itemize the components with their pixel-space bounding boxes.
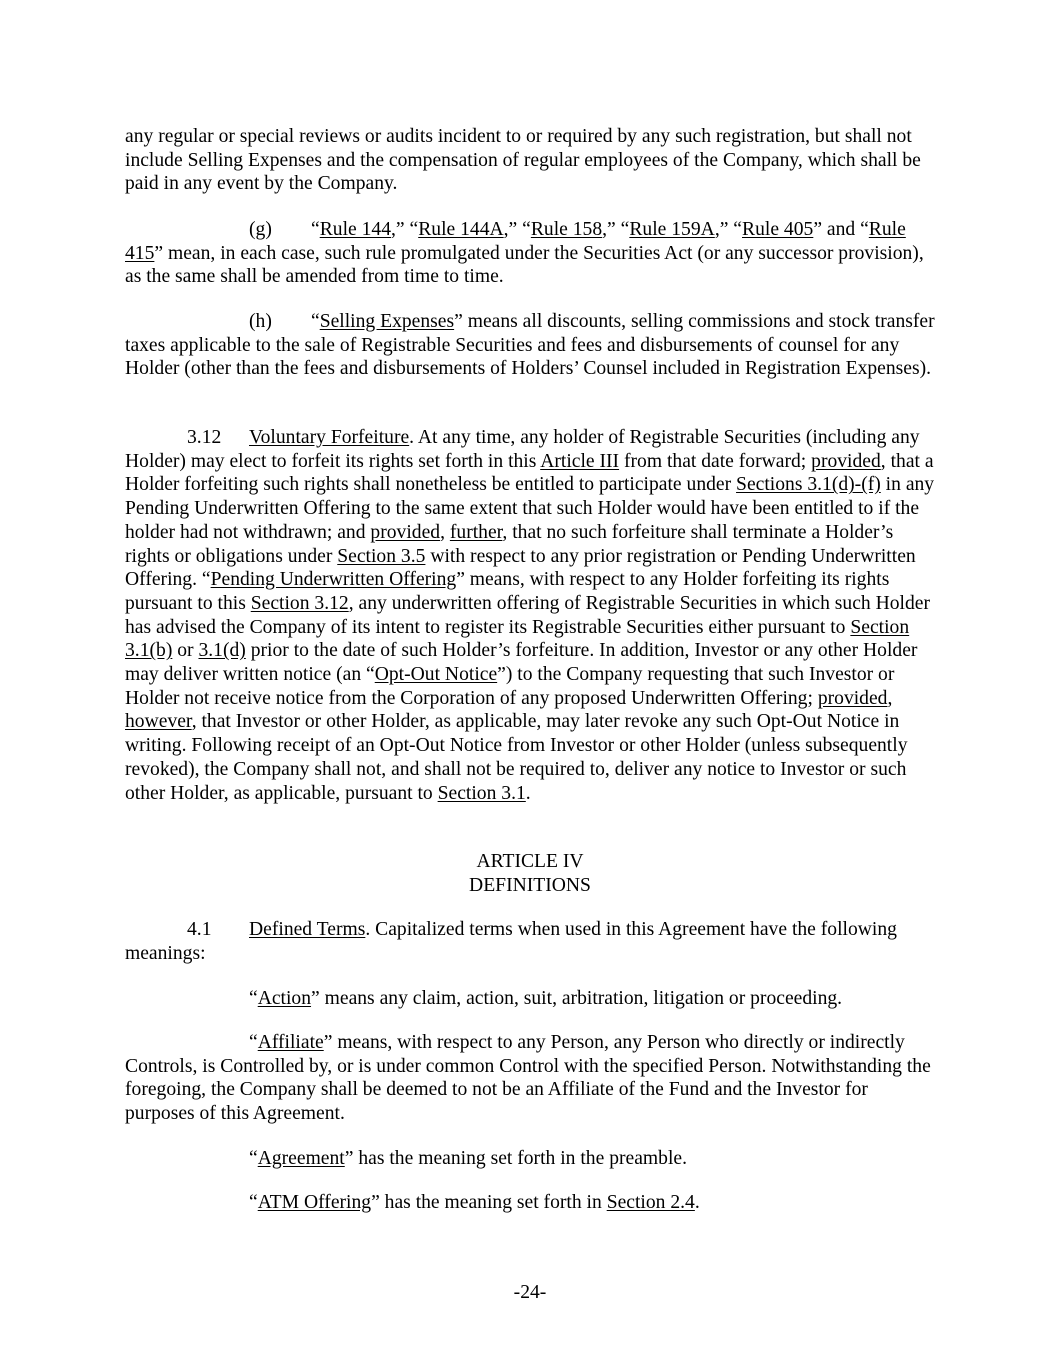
ref-section-3-1-b: Section 3.1(b): [125, 616, 910, 662]
section-title: Voluntary Forfeiture: [249, 427, 410, 448]
term-rule-415: Rule 415: [125, 219, 906, 264]
text-run: .: [525, 782, 531, 804]
text-run: ,: [887, 687, 893, 709]
term-rule-158: Rule 158: [530, 219, 603, 240]
paragraph-text: ” mean, in each case, such rule promulgated under the Securities Act (or any successor provision), as the same shall be amended from time to time.: [125, 242, 924, 288]
text-run: ” means, with respect to any Holder forfeiting its rights pursuant to this: [125, 569, 890, 614]
section-3-12: [125, 426, 935, 805]
ref-sections-3-1-d-f: Sections 3.1(d)-(f): [736, 474, 881, 496]
term-however: however: [125, 711, 192, 733]
article-heading: ARTICLE IV: [476, 851, 584, 872]
ref-section-3-5: Section 3.5: [337, 545, 426, 567]
text-run: ” has the meaning set forth in: [371, 1192, 607, 1213]
paragraph-g: (g) “Rule 144,” “Rule 144A,” “Rule 158,” “Rule 159A,” “Rule 405” and “Rule 415” mean, in each case, such rule promulgated under the Securities Act (or any successor provision), as the same shall be amended from time to time.: [125, 219, 924, 288]
definition-atm-offering: “ATM Offering” has the meaning set forth in Section 2.4.: [249, 1192, 700, 1213]
term-rule-144a: Rule 144A: [418, 219, 504, 240]
term-rule-405: Rule 405: [742, 219, 814, 240]
ref-section-2-4: Section 2.4: [606, 1192, 695, 1213]
item-number: (h): [249, 311, 272, 332]
text-run: . At any time, any holder of Registrable Securities (including any Holder) may elect to forfeit its rights set forth in this: [125, 427, 920, 472]
ref-section-3-1: Section 3.1: [437, 782, 526, 804]
text-run: .: [694, 1192, 700, 1213]
term-selling-expenses: Selling Expenses: [319, 311, 455, 332]
text-run: , any underwritten offering of Registrable Securities in which such Holder has advised the Company of its intent to register its Registrable Securities either pursuant to: [125, 592, 931, 638]
definition-action: “Action” means any claim, action, suit, arbitration, litigation or proceeding.: [249, 988, 843, 1009]
text-run: , that a Holder forfeiting such rights shall nonetheless be entitled to participate under: [125, 450, 934, 496]
term-atm-offering: ATM Offering: [257, 1192, 372, 1213]
definition-affiliate: “Affiliate” means, with respect to any Person, any Person who directly or indirectly Controls, is Controlled by, or is under common Control with the specified Person. Notwithstanding the foregoing, the Company shall be deemed to not be an Affiliate of the Fund and the Investor for purposes of this Agreement.: [125, 1032, 931, 1125]
text-run: ” has the meaning set forth in the preamble.: [344, 1148, 687, 1169]
text-run: . Capitalized terms when used in this Agreement have the following meanings:: [125, 919, 897, 964]
text-run: , that no such forfeiture shall terminate a Holder’s rights or obligations under: [125, 521, 894, 567]
article-subheading: DEFINITIONS: [469, 875, 591, 896]
term-pending-underwritten-offering: Pending Underwritten Offering: [210, 569, 457, 591]
term-further: further: [449, 521, 503, 543]
term-agreement: Agreement: [257, 1148, 345, 1169]
term-rule-159a: Rule 159A: [629, 219, 715, 240]
paragraph-text: any regular or special reviews or audits incident to or required by any such registration, but shall not include Selling Expenses and the compensation of regular employees of the Company, which shall be paid in any event by the Company.: [125, 126, 921, 195]
page-number: -24-: [513, 1282, 547, 1303]
ref-section-3-1-d: 3.1(d): [198, 640, 246, 662]
text-run: ”) to the Company requesting that such Investor or Holder not receive notice from the Corporation of any proposed Underwritten Offering;: [125, 664, 895, 709]
term-rule-144: Rule 144: [319, 219, 391, 240]
text-run: prior to the date of such Holder’s forfeiture. In addition, Investor or any other Holder may deliver written notice (an “: [125, 640, 918, 686]
term-provided: provided: [811, 450, 881, 472]
section-title: Defined Terms: [249, 919, 366, 940]
item-number: (g): [249, 219, 272, 240]
definition-agreement: “Agreement” has the meaning set forth in the preamble.: [249, 1148, 687, 1169]
text-run: in any Pending Underwritten Offering to the same extent that such Holder would have been entitled to if the holder had not withdrawn; and: [125, 474, 935, 543]
text-run: with respect to any prior registration or Pending Underwritten Offering. “: [125, 545, 916, 591]
term-action: Action: [257, 988, 312, 1009]
term-opt-out-notice: Opt-Out Notice: [374, 664, 498, 686]
text-run: ,: [440, 521, 450, 543]
text-run: , that Investor or other Holder, as applicable, may later revoke any such Opt-Out Notice in writing. Following receipt of an Opt-Out Notice from Investor or other Holder (unless subsequently revoked), the Company shall not, and shall not be required to, deliver any notice to Investor or such other Holder, as applicable, pursuant to: [125, 711, 908, 804]
text-run: from that date forward;: [619, 450, 812, 472]
section-number: 3.12: [187, 427, 222, 448]
paragraph-h: (h) “Selling Expenses” means all discounts, selling commissions and stock transfer taxes applicable to the sale of Registrable Securities and fees and disbursements of counsel for any Holder (other than the fees and disbursements of Holders’ Counsel included in Registration Expenses).: [125, 311, 935, 380]
text-run: ” means, with respect to any Person, any Person who directly or indirectly Controls, is Controlled by, or is under common Control with the specified Person. Notwithstanding the foregoing, the Company shall be deemed to not be an Affiliate of the Fund and the Investor for purposes of this Agreement.: [125, 1032, 931, 1125]
ref-article-iii: Article III: [540, 450, 620, 472]
term-provided: provided: [817, 687, 888, 709]
ref-section-3-12: Section 3.12: [250, 592, 349, 614]
paragraph-text: ” means all discounts, selling commissions and stock transfer taxes applicable to the sale of Registrable Securities and fees and disbursements of counsel for any Holder (other than the fees and disbursements of Holders’ Counsel included in Registration Expenses).: [125, 311, 935, 380]
section-4-1: [125, 918, 935, 965]
term-provided: provided: [370, 521, 441, 543]
text-run: or: [172, 640, 199, 662]
section-number: 4.1: [187, 919, 212, 940]
term-affiliate: Affiliate: [257, 1032, 324, 1053]
paragraph-continuation: [125, 125, 935, 196]
text-run: ” means any claim, action, suit, arbitration, litigation or proceeding.: [311, 988, 843, 1009]
